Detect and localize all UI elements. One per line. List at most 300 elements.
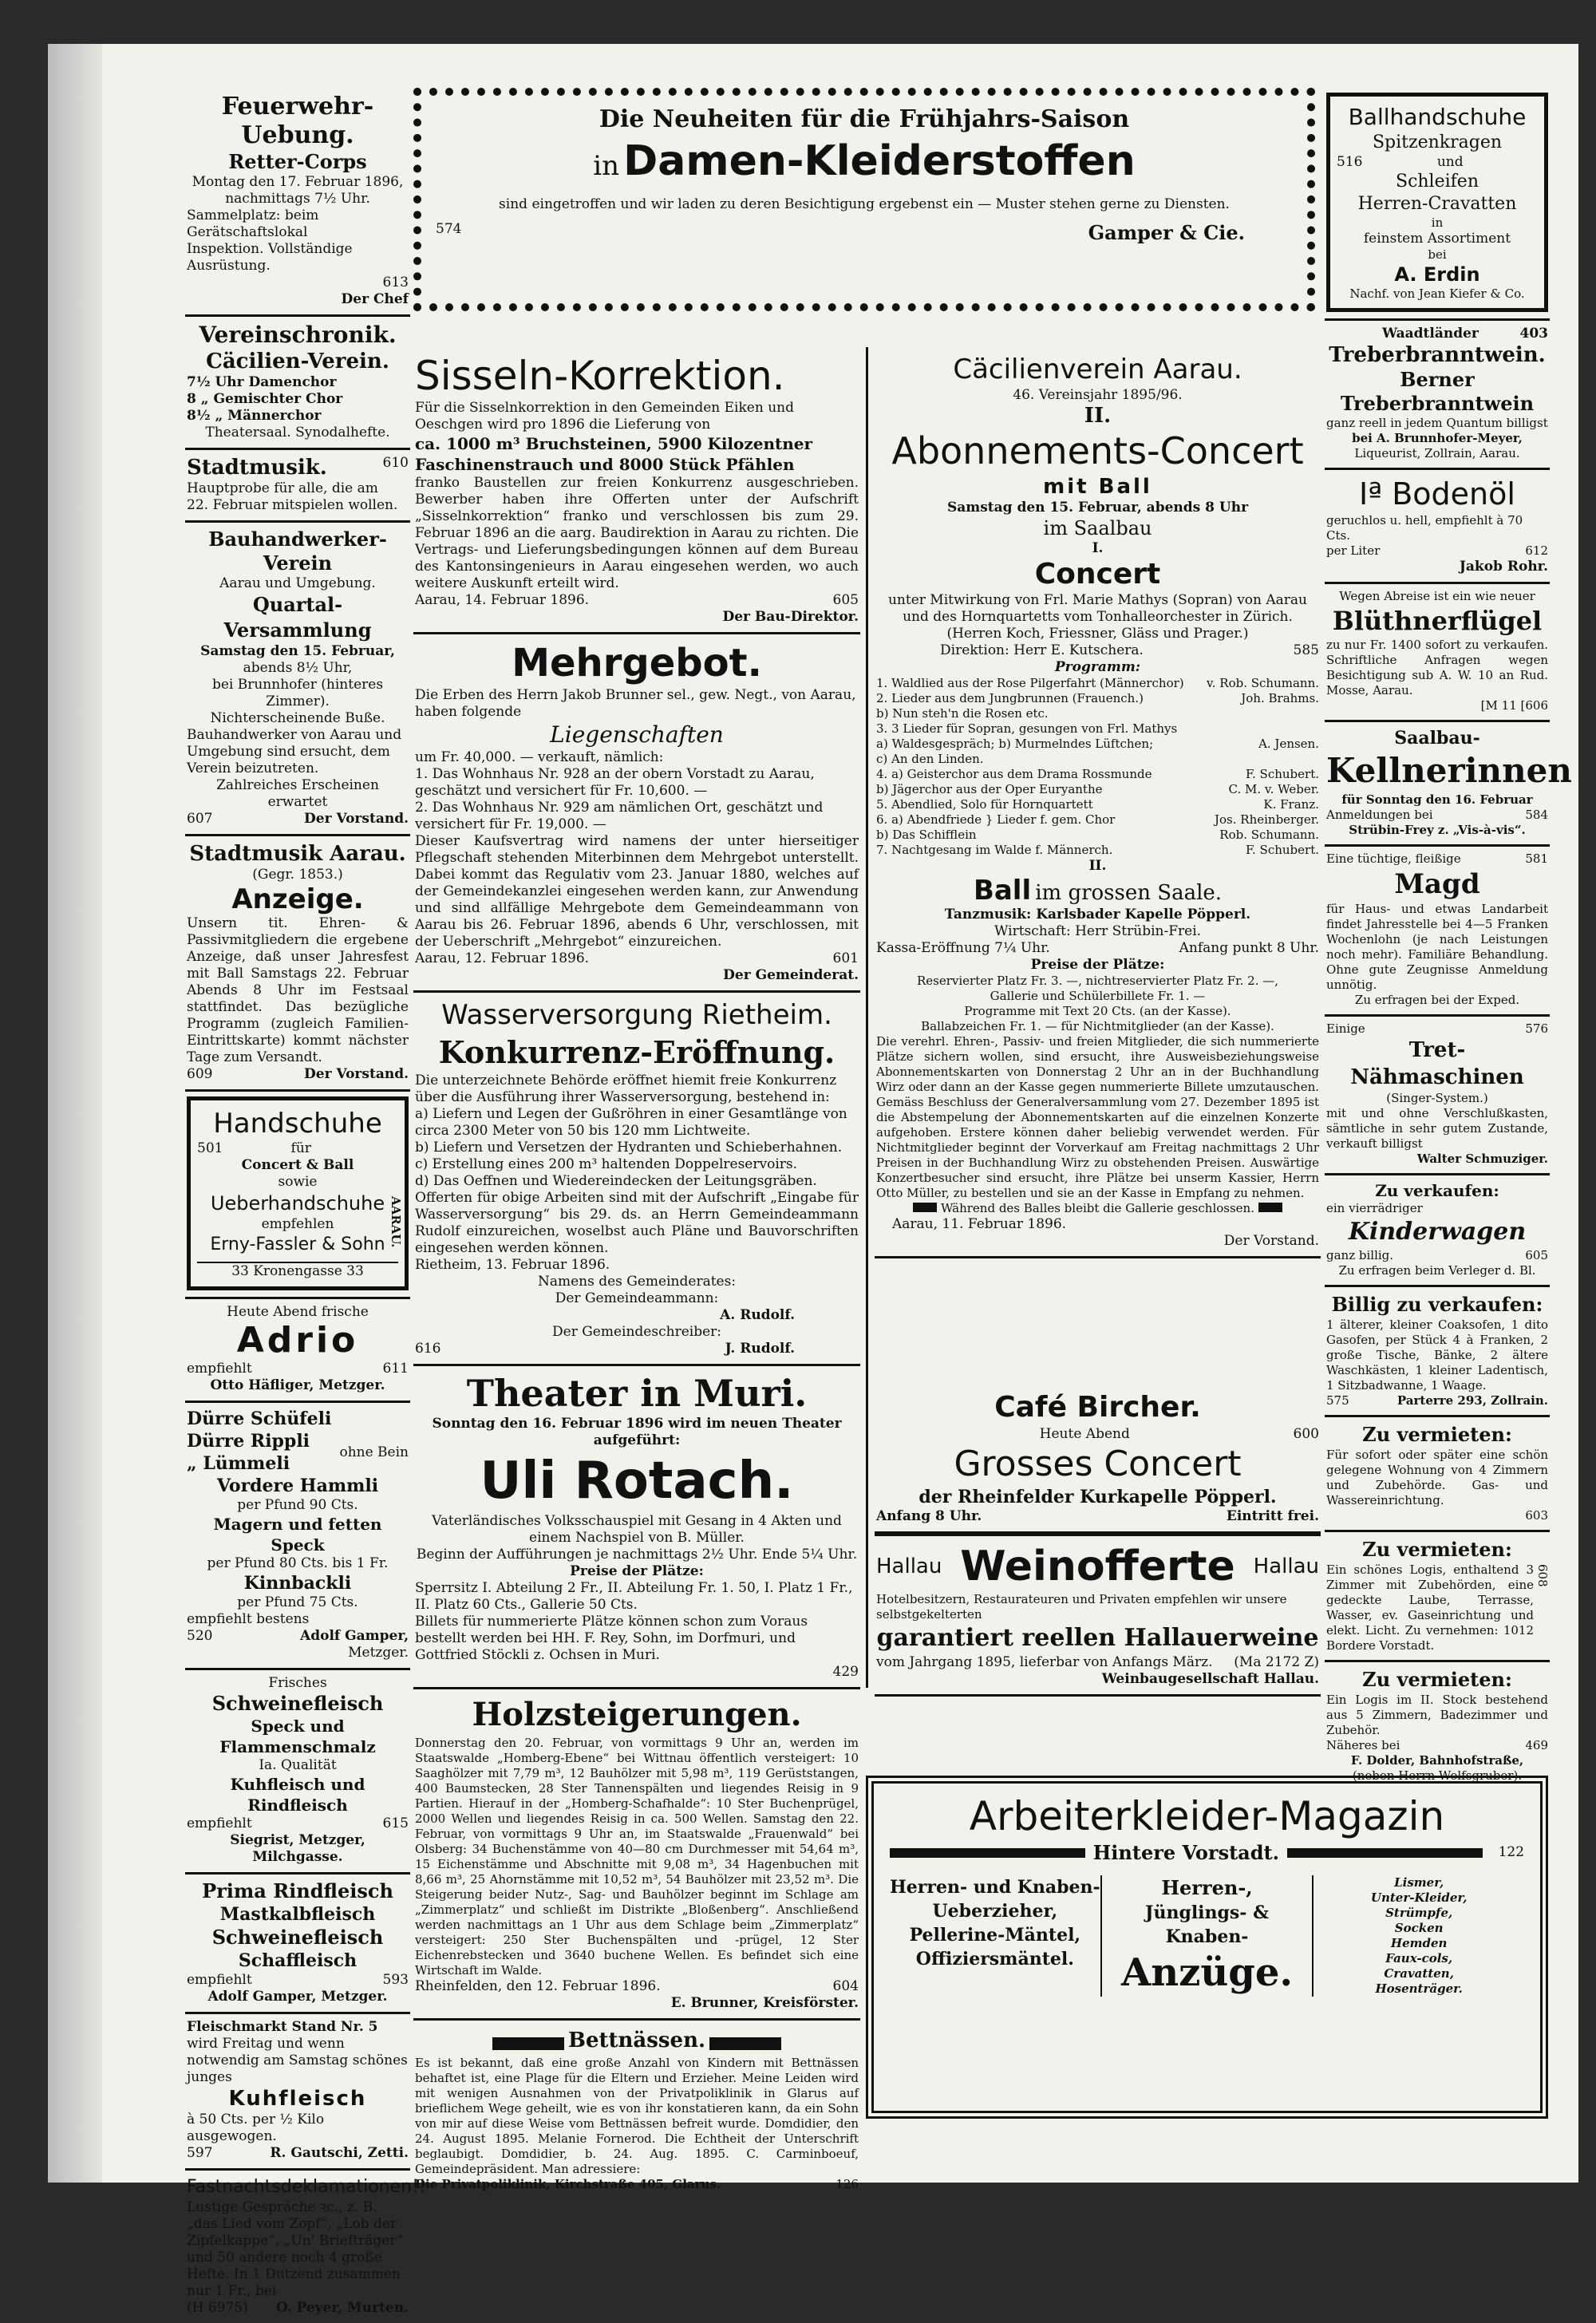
- ad-line: Direktion: Herr E. Kutschera.: [940, 642, 1144, 658]
- ad-title: Theater in Muri.: [466, 1372, 808, 1415]
- ad-signature: Siegrist, Metzger, Milchgasse.: [230, 1832, 365, 1865]
- program-item: [876, 782, 1319, 797]
- ad-date: Aarau, 14. Februar 1896.: [415, 592, 590, 608]
- ad-line: per Liter: [1326, 543, 1381, 558]
- program-composer: Rob. Schumann.: [1219, 828, 1319, 842]
- ad-signature: (neben Herrn Wolfsgruber).: [1352, 1768, 1523, 1783]
- ad-signature: Weinbaugesellschaft Hallau.: [1101, 1671, 1319, 1687]
- ad-line: 7½ Uhr Damenchor: [187, 374, 337, 390]
- program-composer: F. Schubert.: [1245, 767, 1319, 781]
- ad-line: Kuhfleisch und Rindfleisch: [230, 1775, 365, 1815]
- ad-line: Mastkalbfleisch: [219, 1904, 376, 1925]
- ad-number: 609: [187, 1066, 213, 1082]
- ad-title: Cäcilienverein Aarau.: [953, 354, 1242, 385]
- ad-line: Cravatten,: [1384, 1966, 1454, 1981]
- ad-bettnaessen: [413, 2021, 860, 2199]
- ad-line: Hallau: [876, 1555, 942, 1578]
- ad-arbeiterkleider: [866, 1776, 1548, 2143]
- ad-line: Montag den 17. Februar 1896,: [192, 174, 404, 190]
- ad-number: 574: [436, 221, 462, 237]
- program-item: [876, 812, 1319, 828]
- ad-title: Adrio: [236, 1320, 359, 1361]
- ad-line: sind eingetroffen und wir laden zu deren Besichtigung ergebenst ein — Muster stehen gerne zu Diensten.: [499, 196, 1230, 212]
- ad-title: Bauhandwerker-Verein: [208, 527, 387, 575]
- ad-line: sowie: [278, 1174, 318, 1190]
- ad-line: Zu erfragen bei der Exped.: [1354, 993, 1520, 1007]
- ad-line: nachmittags 7½ Uhr.: [225, 191, 370, 207]
- program-item: [876, 828, 1319, 843]
- ad-text: Ein Logis im II. Stock bestehend aus 5 Zimmern, Badezimmer und Zubehör.: [1326, 1693, 1548, 1737]
- ad-line: Prima Rindfleisch: [202, 1879, 393, 1902]
- ad-prima-rindfleisch: [185, 1875, 410, 2014]
- ad-title: Handschuhe: [213, 1108, 382, 1140]
- ad-line: Zahlreiches Erscheinen erwartet: [216, 777, 379, 810]
- ad-line: bei Brunnhofer (hinteres Zimmer).: [211, 677, 384, 709]
- ad-product: Ueberhandschuhe: [210, 1192, 385, 1215]
- ad-signature: Strübin-Frey z. „Vis-à-vis“.: [1349, 823, 1526, 837]
- ad-line: Frisches: [268, 1675, 327, 1691]
- ad-vermieten-2: [1325, 1532, 1550, 1662]
- ad-title: Tret-Nähmaschinen: [1350, 1038, 1524, 1089]
- ad-line: mit Ball: [1043, 475, 1152, 499]
- ad-text: d) Das Oeffnen und Wiedereindecken der Leitungsgräben.: [415, 1173, 817, 1189]
- ad-fastnacht: [185, 2171, 426, 2323]
- ad-line: Lismer,: [1394, 1875, 1444, 1890]
- ad-text: franko Baustellen zur freien Konkurrenz ausgeschrieben. Bewerber haben ihre Offerten unter der Aufschrift „Sisselnkorrektion“ franko und verschlossen bis zum 29. Februar 1896 an die aarg. Baudirektion in Aarau zu richten. Die Vertrags- und Lieferungsbedingungen können auf dem Bureau des Kantonsingenieurs in Aarau eingesehen werden, wo auch weitere Auskunft erteilt wird.: [415, 475, 859, 591]
- ad-number: 520: [187, 1628, 213, 1644]
- ad-text: 1 älterer, kleiner Coaksofen, 1 dito Gasofen, per Stück 4 à Franken, 2 große Tische, Bänke, 2 ältere Waschkästen, 1 kleiner Ladentisch, 1 Sitzbadwanne, 1 Waage.: [1326, 1318, 1548, 1393]
- ad-line: in: [1431, 215, 1444, 230]
- ad-line: Wirtschaft: Herr Strübin-Frei.: [994, 923, 1202, 939]
- ad-line: per Pfund 90 Cts.: [237, 1497, 358, 1513]
- ad-line: und: [1436, 154, 1464, 170]
- ad-line: im grossen Saale.: [1035, 881, 1223, 905]
- program-item: [876, 721, 1319, 737]
- ad-text: unter Mitwirkung von Frl. Marie Mathys (Sopran) von Aarau und des Hornquartetts vom Tonhalleorchester in Zürich.: [887, 592, 1308, 625]
- ad-date: Rietheim, 13. Februar 1896.: [415, 1257, 610, 1273]
- ad-heading: Preise der Plätze:: [570, 1563, 704, 1579]
- ad-line: ein vierrädriger: [1326, 1201, 1423, 1215]
- ad-address: 33 Kronengasse 33: [197, 1262, 398, 1280]
- ad-text: zu nur Fr. 1400 sofort zu verkaufen. Schriftliche Anfragen wegen Besichtigung sub A. W. 10 an Rud. Mosse, Aarau.: [1326, 638, 1548, 697]
- ad-caecilienverein: [875, 347, 1321, 1258]
- ad-number: 616: [415, 1341, 441, 1357]
- ad-text: 2. Das Wohnhaus Nr. 929 am nämlichen Ort, geschätzt und versichert für Fr. 19,000. —: [415, 800, 824, 832]
- ad-line: Heute Abend frische: [227, 1304, 369, 1320]
- ad-weinofferte: [875, 1534, 1321, 1697]
- program-item: [876, 706, 1319, 721]
- program-title: 6. a) Abendfriede } Lieder f. gem. Chor: [876, 812, 1116, 827]
- ad-magd: [1325, 847, 1550, 1017]
- column-3-lower: [866, 1385, 1321, 1688]
- ad-line: „ Lümmeli: [187, 1453, 290, 1474]
- ad-signature: Otto Häfliger, Metzger.: [210, 1377, 385, 1393]
- ad-number: 576: [1525, 1021, 1548, 1036]
- ad-line: Ia. Qualität: [259, 1757, 337, 1773]
- ad-line: Wegen Abreise ist ein wie neuer: [1339, 589, 1535, 603]
- ad-line: Der Gemeindeammann:: [555, 1290, 719, 1306]
- program-composer: C. M. v. Weber.: [1228, 782, 1319, 796]
- ad-text: 1. Das Wohnhaus Nr. 928 an der obern Vorstadt zu Aarau, geschätzt und versichert für Fr. 10,600. —: [415, 766, 815, 799]
- ad-line: Spitzenkragen: [1372, 132, 1503, 152]
- ad-sisseln: [413, 347, 860, 634]
- ad-text: Offerten für obige Arbeiten sind mit der Aufschrift „Eingabe für Wasserversorgung“ bis 29. ds. an Herrn Gemeindeammann Rudolf einzureichen, woselbst auch Pläne und Bauvorschriften eingesehen werden können.: [415, 1190, 859, 1256]
- ad-roman: I.: [1092, 540, 1104, 556]
- ad-heading: Concert: [1034, 558, 1161, 591]
- neuheiten-banner: [413, 88, 1315, 347]
- ad-line: per Pfund 75 Cts.: [237, 1594, 358, 1610]
- ad-line: für: [290, 1140, 311, 1156]
- ad-vermieten-1: [1325, 1417, 1550, 1532]
- ad-line: feinstem Assortiment: [1363, 231, 1511, 247]
- column-3: [866, 347, 1321, 1385]
- book-spine: [48, 44, 104, 2183]
- ad-line: Nachf. von Jean Kiefer & Co.: [1349, 286, 1525, 301]
- ad-line: Hallau: [1253, 1555, 1319, 1578]
- ad-firm: A. Erdin: [1394, 263, 1480, 286]
- ad-line: bei A. Brunnhofer-Meyer,: [1352, 431, 1523, 445]
- ad-line: Kassa-Eröffnung 7¼ Uhr.: [876, 940, 1050, 956]
- ad-number: (H 6975): [187, 2300, 248, 2316]
- ad-title: Treberbranntwein.: [1329, 343, 1546, 367]
- program-list: [876, 676, 1319, 858]
- ad-line: Während des Balles bleibt die Gallerie geschlossen.: [941, 1201, 1254, 1215]
- ad-signature: Walter Schmuziger.: [1416, 1152, 1548, 1166]
- ad-text: Billets für nummerierte Plätze können schon zum Voraus bestellt werden bei HH. F. Rey, Sohn, im Dorfmuri, und Gottfried Stöckli z. Ochsen in Muri.: [415, 1614, 808, 1663]
- ad-signature: J. Rudolf.: [725, 1341, 795, 1357]
- ad-subtitle: Cäcilien-Verein.: [206, 350, 389, 373]
- ad-heading: Abonnements-Concert: [891, 429, 1304, 472]
- ad-text: a) Liefern und Legen der Gußröhren in einer Gesamtlänge von circa 2300 Meter von 50 bis 120 mm Lichtweite.: [415, 1106, 847, 1139]
- ad-number: (Ma 2172 Z): [1234, 1654, 1319, 1670]
- program-title: 7. Nachtgesang im Walde f. Männerch.: [876, 843, 1113, 857]
- ad-line: Der Gemeindeschreiber:: [552, 1324, 721, 1340]
- ad-title: Café Bircher.: [994, 1391, 1201, 1424]
- ad-line: empfehlen: [261, 1216, 334, 1232]
- ad-number: 581: [1525, 851, 1548, 866]
- ad-signature: Der Chef: [341, 291, 409, 307]
- ad-line: Kinnbackli: [243, 1573, 352, 1594]
- ad-bluethnerfluegel: [1325, 584, 1550, 722]
- program-title: 1. Waldlied aus der Rose Pilgerfahrt (Männerchor): [876, 676, 1184, 690]
- ad-number: 601: [832, 950, 859, 966]
- ad-subtitle: Berner Treberbranntwein: [1340, 368, 1535, 415]
- ad-line: Magern und fetten Speck: [213, 1515, 382, 1555]
- ad-line: bei: [1428, 247, 1447, 262]
- ad-line: 22. Februar mitspielen wollen.: [187, 497, 398, 513]
- ad-number: [M 11 [606: [1480, 698, 1548, 713]
- ad-line: à 50 Cts. per ½ Kilo ausgewogen.: [187, 2112, 325, 2144]
- ad-signature: R. Gautschi, Zetti.: [270, 2145, 409, 2161]
- ad-line: Anfang punkt 8 Uhr.: [1179, 940, 1319, 956]
- ad-line: Anmeldungen bei: [1326, 808, 1433, 822]
- ad-line: Vordere Hammli: [216, 1476, 379, 1496]
- ad-signature: Der Vorstand.: [1223, 1233, 1319, 1249]
- ad-number: 605: [1525, 1248, 1548, 1262]
- ad-heading: Quartal-Versammlung: [223, 593, 372, 642]
- program-title: 4. a) Geisterchor aus dem Drama Rossmunde: [876, 767, 1152, 781]
- program-item: [876, 752, 1319, 767]
- ad-number: 584: [1525, 808, 1548, 822]
- ad-line: Sammelplatz: beim Gerätschaftslokal: [187, 207, 319, 240]
- ad-line: Näheres bei: [1326, 1738, 1400, 1752]
- ad-firm: Gamper & Cie.: [1088, 221, 1245, 244]
- ad-heading: Zu verkaufen:: [1375, 1181, 1499, 1200]
- ad-number: 122: [1498, 1844, 1525, 1860]
- ad-line: Hemden: [1390, 1936, 1448, 1950]
- ad-line: Schaffleisch: [238, 1950, 358, 1971]
- ad-title: Mehrgebot.: [512, 641, 762, 685]
- ad-text: Hotelbesitzern, Restaurateuren und Privaten empfehlen wir unsere selbstgekelterten: [876, 1592, 1287, 1622]
- ad-adrio: [185, 1299, 410, 1403]
- ad-text: vom Jahrgang 1895, lieferbar von Anfangs März.: [876, 1654, 1213, 1670]
- ad-text: Ein schönes Logis, enthaltend 3 Zimmer mit Zubehörden, eine gedeckte Laube, Terrasse, Wasser, ev. Gaseinrichtung und elekt. Licht. Zu vernehmen: 1012 Bordere Vorstadt.: [1326, 1562, 1534, 1653]
- program-composer: Jos. Rheinberger.: [1215, 812, 1319, 827]
- ad-signature: Jakob Rohr.: [1459, 559, 1548, 575]
- ad-line: für Sonntag den 16. Februar: [1341, 792, 1533, 807]
- ad-number: 615: [382, 1815, 409, 1831]
- ad-signature: Der Vorstand.: [304, 1066, 409, 1082]
- ad-title: Zu vermieten:: [1362, 1423, 1512, 1446]
- ad-number: 600: [1293, 1426, 1319, 1442]
- ad-line: Pellerine-Mäntel,: [909, 1925, 1081, 1946]
- ad-text: Die verehrl. Ehren-, Passiv- und freien Mitglieder, die sich nummerierte Plätze sichern wollen, sind ersucht, ihre Ausweisbeziehungsweise Abonnementskarten von Donnerstag 2 Uhr an in der Buchhandlung Wirz oder dann an der Kasse gegen nummerierte Billete umzutauschen. Gemäss Beschluss der Generalversammlung vom 27. Dezember 1895 ist die Abstempelung der Abonnementskarten auf die einzelnen Konzerte aufgehoben. Erstere können daher beliebig verwendet werden. Für Nichtmitglieder beginnt der Vorverkauf am Freitag nachmittags 2 Uhr Preisen in der Buchhandlung Wirz zu obstehenden Preisen. Auswärtige Konzertbesucher sind ersucht, ihre Plätze bei unserm Kassier, Herrn Otto Müller, zu bestellen und sie an der Kasse in Empfang zu nehmen.: [876, 1034, 1319, 1200]
- ad-roman: II.: [1088, 858, 1107, 874]
- ad-line: Strümpfe,: [1385, 1906, 1453, 1920]
- ad-number: 604: [832, 1978, 859, 1994]
- ad-number: 597: [187, 2145, 213, 2161]
- ad-line: Herren-Cravatten: [1357, 194, 1517, 214]
- ad-number: 612: [1525, 543, 1548, 558]
- ad-text: um Fr. 40,000. — verkauft, nämlich:: [415, 749, 664, 765]
- ad-signature: A. Rudolf.: [720, 1307, 795, 1323]
- ad-number: 611: [382, 1361, 409, 1377]
- ad-title: Zu vermieten:: [1362, 1668, 1512, 1691]
- ad-title: Iª Bodenöl: [1359, 476, 1515, 512]
- ad-number: 126: [836, 2177, 859, 2191]
- ad-line: Hauptprobe für alle, die am: [187, 480, 378, 496]
- ad-text: Unsern tit. Ehren- & Passivmitgliedern die ergebene Anzeige, daß unser Jahresfest mit Ball Samstags 22. Februar Abends 8 Uhr im Festsaal stattfindet. Das bezügliche Programm (zugleich Familien-Eintrittskarte) kommt nächster Tage zum Versandt.: [187, 915, 409, 1065]
- ad-title: Blüthnerflügel: [1332, 606, 1543, 636]
- ad-date: Rheinfelden, den 12. Februar 1896.: [415, 1978, 661, 1994]
- ad-text: Für sofort oder später eine schön gelegene Wohnung von 4 Zimmern und Zubehörde. Gas- und Wassereinrichtung.: [1326, 1448, 1548, 1507]
- ad-heading: Preise der Plätze:: [1030, 957, 1165, 973]
- ad-line: empfiehlt: [187, 1361, 252, 1377]
- ad-number: 469: [1525, 1738, 1548, 1752]
- ad-title: Kuhfleisch: [228, 2087, 367, 2111]
- ad-signature: Der Vorstand.: [304, 811, 409, 827]
- ad-subtitle: (Singer-System.): [1386, 1091, 1488, 1105]
- ad-date: Aarau, 12. Februar 1896.: [415, 950, 590, 966]
- ad-line: Speck und Flammenschmalz: [219, 1717, 376, 1756]
- ad-line: Einige: [1326, 1021, 1365, 1036]
- ad-line: Waadtländer: [1382, 326, 1479, 342]
- ad-text: Lustige Gespräche ꝛc., z. B. „das Lied vom Zopf“, „Lob der Zipfelkappe“, „Un' Briefträger“ und 50 andere noch 4 große Hefte. In 1 Dutzend zusammen nur 1 Fr., bei: [187, 2199, 404, 2299]
- ad-number: 429: [832, 1664, 859, 1680]
- ad-line: abends 8½ Uhr,: [243, 660, 353, 676]
- ad-line: Hosenträger.: [1375, 1981, 1463, 1996]
- program-title: 5. Abendlied, Solo für Hornquartett: [876, 797, 1093, 812]
- ad-number: 593: [382, 1972, 409, 1988]
- ad-line: Offiziersmäntel.: [915, 1949, 1074, 1969]
- ad-line: Bauhandwerker von Aarau und Umgebung sind ersucht, dem Verein beizutreten.: [187, 727, 402, 776]
- ad-vereinschronik: [185, 317, 410, 450]
- ad-title: Stadtmusik Aarau.: [189, 842, 406, 866]
- ad-heading: Programm:: [1054, 659, 1141, 675]
- ad-text: Dieser Kaufsvertrag wird namens der unter hierseitiger Pflegschaft stehenden Miterbinnen dem Mehrgebot unterstellt. Dabei kommt das Regulativ vom 23. Januar 1880, welches auf der Gemeindekanzlei eingesehen werden kann, zur Anwendung und sind allfällige Mehrgebote dem Gemeindeammann von Aarau bis 26. Februar 1896, abends 6 Uhr, verschlossen, mit der Ueberschrift „Mehrgebot“ einzureichen.: [415, 833, 859, 950]
- program-composer: F. Schubert.: [1245, 843, 1319, 857]
- ad-cafe-bircher: [875, 1385, 1321, 1534]
- ad-heading: Liegenschaften: [550, 721, 724, 748]
- ad-title: Kinderwagen: [1348, 1218, 1527, 1246]
- ad-address: Die Privatpoliklinik, Kirchstraße 405, Glarus.: [415, 2177, 721, 2191]
- ad-line: Ballabzeichen Fr. 1. — für Nichtmitglieder (an der Kasse).: [921, 1019, 1274, 1033]
- program-item: [876, 737, 1319, 752]
- ad-subtitle: Hintere Vorstadt.: [1092, 1841, 1279, 1864]
- ad-feuerwehr: [185, 88, 410, 317]
- ad-line: Heute Abend: [1039, 1426, 1130, 1442]
- column-2: [413, 347, 860, 2191]
- ad-subtitle: (Gegr. 1853.): [252, 867, 343, 883]
- ad-line: Schweinefleisch: [211, 1926, 384, 1949]
- ad-title: Wasserversorgung Rietheim.: [441, 999, 832, 1031]
- ad-stadtmusik-anzeige: [185, 836, 410, 1092]
- ad-signature: O. Peyer, Murten.: [275, 2300, 409, 2316]
- ad-line: Anfang 8 Uhr.: [876, 1508, 982, 1524]
- ad-signature: F. Dolder, Bahnhofstraße,: [1350, 1753, 1524, 1768]
- ad-heading: Ball: [973, 875, 1032, 907]
- ad-title: Fastnachtsdeklamationen!!: [187, 2177, 426, 2197]
- program-title: 2. Lieder aus dem Jungbrunnen (Frauench.): [876, 691, 1144, 705]
- ad-number: 501: [197, 1140, 223, 1156]
- program-title: a) Waldesgespräch; b) Murmelndes Lüftchen;: [876, 737, 1154, 751]
- ad-line: der Rheinfelder Kurkapelle Pöpperl.: [918, 1487, 1277, 1507]
- ad-line: Nichterscheinende Buße.: [210, 710, 385, 726]
- ad-mehrgebot: [413, 634, 860, 993]
- column-4: [1325, 88, 1572, 1783]
- ad-text: für Haus- und etwas Landarbeit findet Jahresstelle bei 4—5 Franken Wochenlohn (je nach Leistungen noch mehr). Familiäre Behandlung. Ohne gute Zeugnisse Anmeldung unnötig.: [1326, 902, 1548, 992]
- ad-tret-naehmaschinen: [1325, 1017, 1550, 1175]
- ad-heading: Anzüge.: [1120, 1950, 1294, 1995]
- ad-line: Die Neuheiten für die Frühjahrs-Saison: [598, 105, 1130, 133]
- ad-line: Samstag den 15. Februar, abends 8 Uhr: [946, 500, 1249, 516]
- ad-stadtmusik-probe: [185, 450, 410, 523]
- ad-line: Herren- und Knaben-: [890, 1877, 1100, 1898]
- ad-line: per Pfund 80 Cts. bis 1 Fr.: [207, 1555, 389, 1571]
- ad-line: Schleifen: [1396, 172, 1479, 192]
- ad-text: (Herren Koch, Friessner, Gläss und Prager.): [946, 626, 1249, 642]
- ad-text: Sperrsitz I. Abteilung 2 Fr., II. Abteilung Fr. 1. 50, I. Platz 1 Fr., II. Platz 60 Cts., Gallerie 50 Cts.: [415, 1580, 853, 1613]
- ad-line: empfiehlt: [187, 1972, 252, 1988]
- ad-line: im Saalbau: [1043, 517, 1152, 539]
- ad-signature: Der Bau-Direktor.: [722, 609, 859, 625]
- ad-signature: Adolf Gamper,: [300, 1628, 409, 1644]
- ad-line: 8 „ Gemischter Chor: [187, 391, 343, 407]
- ad-title: Kellnerinnen: [1326, 751, 1572, 790]
- ad-schweinefleisch: [185, 1670, 410, 1875]
- ad-subtitle: Retter-Corps: [228, 150, 367, 173]
- ad-title: Feuerwehr-Uebung.: [221, 93, 374, 149]
- ad-line: Eine tüchtige, fleißige: [1326, 851, 1461, 866]
- ad-text: Für die Sisselnkorrektion in den Gemeinden Eiken und Oeschgen wird pro 1896 die Lieferung von: [415, 400, 794, 433]
- ad-line: Socken: [1394, 1921, 1444, 1935]
- ad-line: Concert & Ball: [241, 1157, 354, 1173]
- ad-number: 516: [1337, 154, 1363, 170]
- ad-wasserversorgung: [413, 993, 860, 1366]
- ad-line: Theatersaal. Synodalhefte.: [205, 425, 390, 441]
- ad-line: Jünglings- & Knaben-: [1145, 1902, 1269, 1947]
- program-item: [876, 843, 1319, 858]
- ad-number: 403: [1519, 326, 1548, 342]
- ad-title: Vereinschronik.: [199, 322, 397, 348]
- ad-line: ganz reell in jedem Quantum billigst: [1326, 416, 1548, 430]
- ad-heading: garantiert reellen Hallauerweine: [876, 1624, 1319, 1652]
- ad-text: Es ist bekannt, daß eine große Anzahl von Kindern mit Bettnässen behaftet ist, eine Plage für die Eltern und Erzieher. Meine Leiden wird mit wenigen Ausnahmen von der Privatpoliklinik in Glarus auf brieflichem Wege geheilt, wie es von ihr konstatieren kann, da ein Sohn von mir auf diese Weise vom Bettnässen befreit wurde. Domdidier, den 24. August 1895. Melanie Fornerod. Die Echtheit der Unterschrift beglaubigt. Domdidier, b. 24. Aug. 1895. C. Carminboeuf, Gemeindepräsident. Man adressiere:: [415, 2056, 859, 2176]
- ad-fleischmarkt: [185, 2014, 410, 2171]
- ad-title: Bettnässen.: [567, 2029, 706, 2052]
- ad-heading: Grosses Concert: [954, 1444, 1242, 1484]
- program-composer: Joh. Brahms.: [1241, 691, 1319, 705]
- ad-roman: II.: [1084, 404, 1112, 428]
- program-title: b) Jägerchor aus der Oper Euryanthe: [876, 782, 1103, 796]
- ad-treberbranntwein: [1325, 321, 1550, 470]
- program-item: [876, 676, 1319, 691]
- ad-title: Sisseln-Korrektion.: [415, 353, 785, 399]
- ad-line: Dürre Schüfeli: [187, 1408, 332, 1429]
- ad-number: 603: [1525, 1508, 1548, 1523]
- ad-number: 585: [1293, 642, 1319, 658]
- ad-text: c) Erstellung eines 200 m³ haltenden Doppelreservoirs.: [415, 1156, 798, 1172]
- ad-title: Holzsteigerungen.: [472, 1696, 802, 1733]
- ad-text: b) Liefern und Versetzen der Hydranten und Schieberhahnen.: [415, 1140, 843, 1156]
- ad-line: empfiehlt bestens: [187, 1611, 310, 1627]
- ad-text: mit und ohne Verschlußkasten, sämtliche in sehr gutem Zustande, verkauft billigst: [1326, 1106, 1548, 1151]
- ad-line: Unter-Kleider,: [1370, 1890, 1468, 1905]
- ad-heading: Anzeige.: [231, 883, 364, 915]
- program-title: c) An den Linden.: [876, 752, 984, 766]
- program-title: b) Nun steh'n die Rosen etc.: [876, 706, 1049, 721]
- ad-number: 610: [382, 455, 409, 471]
- ad-line: Schweinefleisch: [211, 1692, 384, 1715]
- ad-side-text: AARAU.: [389, 1196, 403, 1248]
- ad-line: Herren-,: [1161, 1876, 1253, 1899]
- ad-line: Fleischmarkt Stand Nr. 5: [187, 2019, 378, 2035]
- ad-line: Liqueurist, Zollrain, Aarau.: [1354, 446, 1520, 460]
- ad-number: 608: [1535, 1564, 1550, 1587]
- ad-line: Dürre Rippli: [187, 1431, 310, 1452]
- ad-saalbau-kellnerinnen: [1325, 722, 1572, 847]
- ad-line: Ueberzieher,: [932, 1901, 1058, 1922]
- ad-text: Die unterzeichnete Behörde eröffnet hiemit freie Konkurrenz über die Ausführung ihrer Wasserversorgung, bestehend in:: [415, 1073, 837, 1105]
- ad-bauhandwerker: [185, 523, 410, 836]
- ad-line: Saalbau-: [1394, 728, 1480, 749]
- ad-number: 613: [382, 275, 409, 290]
- ad-title: Stadtmusik.: [187, 456, 327, 480]
- program-composer: v. Rob. Schumann.: [1207, 676, 1319, 690]
- ad-title: Billig zu verkaufen:: [1331, 1293, 1543, 1316]
- ad-number: 605: [832, 592, 859, 608]
- ad-line: Namens des Gemeinderates:: [537, 1274, 737, 1290]
- ad-subtitle: Aarau und Umgebung.: [219, 575, 376, 591]
- program-composer: A. Jensen.: [1258, 737, 1319, 751]
- column-1: [185, 88, 426, 2316]
- program-item: [876, 767, 1319, 782]
- ad-line: in: [593, 150, 620, 182]
- ad-line: 8½ „ Männerchor: [187, 408, 322, 424]
- ad-handschuhe: [185, 1092, 410, 1299]
- ad-subtitle: 46. Vereinsjahr 1895/96.: [1013, 387, 1183, 403]
- ad-line: Programme mit Text 20 Cts. (an der Kasse).: [964, 1004, 1231, 1018]
